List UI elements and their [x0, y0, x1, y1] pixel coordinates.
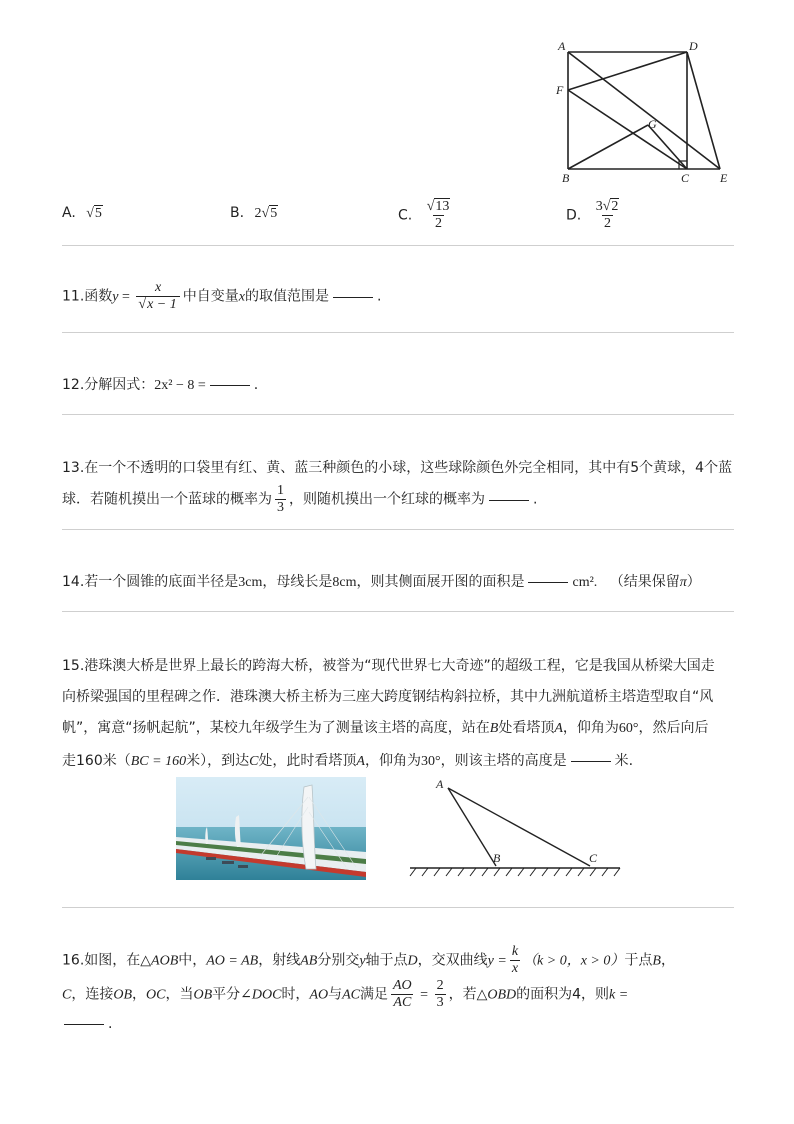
- question-13-line-2: [62, 483, 537, 516]
- option-a-radicand: 5: [94, 206, 102, 221]
- divider-6: [62, 907, 734, 908]
- q16-frac-k: k: [511, 944, 519, 959]
- question-13-line-1: 13.在一个不透明的口袋里有红、黄、蓝三种颜色的小球，这些球除颜色外完全相同，其中有5个黄球，4个蓝: [62, 460, 733, 476]
- q14-unit: cm².: [572, 575, 598, 590]
- option-c-radicand: 13: [435, 199, 450, 214]
- q15-l4-b: 米），到达: [186, 753, 250, 769]
- q15-l4-a: 走160米（: [62, 753, 131, 769]
- divider-3: [62, 414, 734, 415]
- q11-denominator: x − 1: [147, 297, 177, 312]
- q16-eq1: AO = AB: [206, 953, 259, 969]
- divider-4: [62, 529, 734, 530]
- q15-angle-60: 60°: [618, 721, 639, 736]
- q15-l3-c: ，仰角为: [562, 720, 619, 736]
- label-C: C: [681, 171, 690, 185]
- q16-l1-c: ，射线: [258, 952, 301, 969]
- q15-l4-d: ，仰角为: [364, 753, 421, 769]
- q16-frac-2: 2: [436, 978, 444, 993]
- q16-tri2: △OBD: [476, 987, 517, 1003]
- q15-l4-end: 米.: [614, 753, 634, 769]
- option-b: B. 2√5: [230, 205, 278, 221]
- label-B: B: [562, 171, 570, 185]
- option-d-coef: 3: [595, 199, 603, 214]
- q14-note-post: ）: [686, 574, 701, 590]
- q16-l2-b: ，连接: [71, 986, 114, 1003]
- q16-answer-blank[interactable]: [64, 1024, 104, 1025]
- q15-answer-blank[interactable]: [571, 761, 611, 762]
- option-b-radicand: 5: [270, 206, 278, 221]
- option-b-coef: 2: [254, 206, 262, 221]
- q11-y: y: [112, 289, 119, 305]
- q14-pi: π: [679, 575, 687, 590]
- q16-eq2: =: [416, 987, 432, 1003]
- q13-text-pre: 球．若随机摸出一个蓝球的概率为: [62, 491, 272, 508]
- q11-suffix: 的取值范围是: [244, 288, 329, 305]
- q16-ob2: OB: [193, 987, 213, 1003]
- tri-label-A: A: [436, 777, 444, 791]
- q15-l4-e: ，则该主塔的高度是: [440, 753, 567, 769]
- q12-answer-blank[interactable]: [210, 385, 250, 386]
- q16-l1-b: 中，: [178, 952, 207, 969]
- q16-l1-d: 分别交: [317, 952, 360, 969]
- elevation-triangle-figure: [404, 772, 626, 880]
- q16-k-eq: k =: [609, 987, 629, 1003]
- q16-y: y: [359, 953, 366, 969]
- q16-l2-h: 满足: [360, 986, 388, 1003]
- question-16-line-2: [62, 978, 628, 1011]
- option-b-label: B.: [230, 205, 245, 221]
- option-c-denominator: 2: [435, 216, 443, 231]
- q15-bc: BC = 160: [130, 754, 187, 769]
- q16-l2-c: ，: [132, 986, 147, 1003]
- q16-ob: OB: [113, 987, 133, 1003]
- question-11: 11.函数y = $\frac{x}{√x - 1}$ 中自变量x的取值范围是 .: [62, 280, 382, 312]
- label-G: G: [648, 117, 657, 131]
- q15-point-a: A: [554, 721, 563, 736]
- question-16-line-3: [62, 1016, 112, 1032]
- bridge-photo: [176, 777, 366, 880]
- q16-tri1: △AOB: [140, 953, 179, 969]
- q13-end: .: [533, 491, 538, 508]
- question-12: [62, 374, 258, 394]
- option-c: C. $\frac{√13}{2}$: [398, 199, 450, 231]
- q16-l1-e: 轴于点: [365, 952, 408, 969]
- q15-point-b: B: [489, 721, 499, 736]
- q14-mid2: ，则其侧面展开图的面积是: [356, 574, 525, 590]
- q16-c: C: [62, 987, 72, 1003]
- q16-ac: AC: [342, 987, 360, 1003]
- label-E: E: [720, 171, 728, 185]
- question-15-line-3: [62, 717, 709, 737]
- option-d: D. $\frac{3√2}{2}$: [566, 199, 619, 231]
- q15-l3-d: ，然后向后: [638, 720, 709, 736]
- option-c-label: C.: [398, 207, 413, 224]
- question-14: [62, 571, 701, 591]
- q16-l2-g: 与: [328, 986, 343, 1003]
- q16-l1-h: ，: [660, 952, 675, 969]
- q16-l1-g: 于点: [624, 952, 653, 969]
- tri-label-C: C: [589, 851, 598, 865]
- q12-expression: 2x² − 8 =: [154, 378, 206, 393]
- q16-yeq: y =: [487, 953, 507, 969]
- label-D: D: [689, 39, 698, 53]
- q12-end: .: [253, 377, 259, 393]
- q16-l2-i: ，若: [448, 986, 477, 1003]
- q16-l2-j: 的面积为4，则: [516, 986, 610, 1003]
- question-15-line-1: 15.港珠澳大桥是世界上最长的跨海大桥，被誉为“现代世界七大奇迹”的超级工程，它是我国从桥梁大国走: [62, 658, 715, 674]
- option-a: A. √5: [62, 205, 102, 221]
- q14-answer-blank[interactable]: [528, 582, 568, 583]
- q16-d: D: [407, 953, 418, 969]
- q15-l3-a: 帆”，寓意“扬帆起航”，某校九年级学生为了测量该主塔的高度，站在: [62, 720, 490, 736]
- q12-prefix: 12.分解因式：: [62, 377, 155, 393]
- q16-frac-ac: AC: [393, 995, 412, 1010]
- q11-var: x: [238, 289, 245, 305]
- q16-frac-3: 3: [436, 995, 444, 1010]
- question-16-line-1: [62, 944, 675, 977]
- q15-l4-c: 处，此时看塔顶: [258, 753, 357, 769]
- q14-note-pre: （结果保留: [609, 574, 680, 590]
- q11-numerator: x: [154, 280, 162, 295]
- q16-angle: ∠DOC: [240, 987, 282, 1003]
- option-a-label: A.: [62, 205, 76, 221]
- q13-frac-den: 3: [277, 500, 284, 515]
- q16-frac-ao: AO: [393, 978, 412, 993]
- q15-point-c: C: [249, 754, 259, 769]
- q16-frac-x: x: [511, 961, 519, 976]
- question-15-line-4: [62, 750, 633, 770]
- q14-slant: 8cm: [332, 575, 357, 590]
- label-F: F: [556, 83, 564, 97]
- q16-l2-f: 时，: [281, 986, 310, 1003]
- q16-end: .: [108, 1016, 113, 1032]
- option-d-radicand: 2: [611, 199, 619, 214]
- divider-2: [62, 332, 734, 333]
- q16-l1-a: 16.如图，在: [62, 952, 141, 969]
- question-15-line-2: 向桥梁强国的里程碑之作．港珠澳大桥主桥为三座大跨度钢结构斜拉桥，其中九洲航道桥主塔造型取自“风: [62, 689, 714, 705]
- q16-ao: AO: [309, 987, 329, 1003]
- q14-radius: 3cm: [238, 575, 263, 590]
- q16-l2-d: ，当: [165, 986, 194, 1003]
- q16-b: B: [652, 953, 661, 969]
- q11-end: .: [376, 288, 382, 305]
- q16-l1-f: ，交双曲线: [417, 952, 488, 969]
- q11-answer-blank[interactable]: [333, 297, 373, 298]
- q11-prefix: 11.函数: [62, 288, 113, 305]
- q16-cond: （k > 0，x > 0）: [523, 953, 625, 969]
- tri-label-B: B: [493, 851, 501, 865]
- q16-l2-e: 平分: [212, 986, 241, 1003]
- q11-eq: =: [118, 289, 134, 305]
- option-d-label: D.: [566, 207, 582, 224]
- q13-frac-num: 1: [277, 483, 284, 498]
- q15-angle-30: 30°: [420, 754, 441, 769]
- q14-pre: 14.若一个圆锥的底面半径是: [62, 574, 239, 590]
- q15-point-a-2: A: [356, 754, 365, 769]
- q13-answer-blank[interactable]: [489, 500, 529, 501]
- square-geometry-figure: [548, 38, 738, 188]
- q16-ab: AB: [300, 953, 318, 969]
- divider-1: [62, 245, 734, 246]
- divider-5: [62, 611, 734, 612]
- q16-oc: OC: [146, 987, 166, 1003]
- q15-l3-b: 处看塔顶: [498, 720, 555, 736]
- q14-mid1: ，母线长是: [262, 574, 333, 590]
- label-A: A: [558, 39, 566, 53]
- q11-middle: 中自变量: [182, 288, 239, 305]
- option-d-denominator: 2: [604, 216, 612, 231]
- q13-text-post: ，则随机摸出一个红球的概率为: [289, 491, 485, 508]
